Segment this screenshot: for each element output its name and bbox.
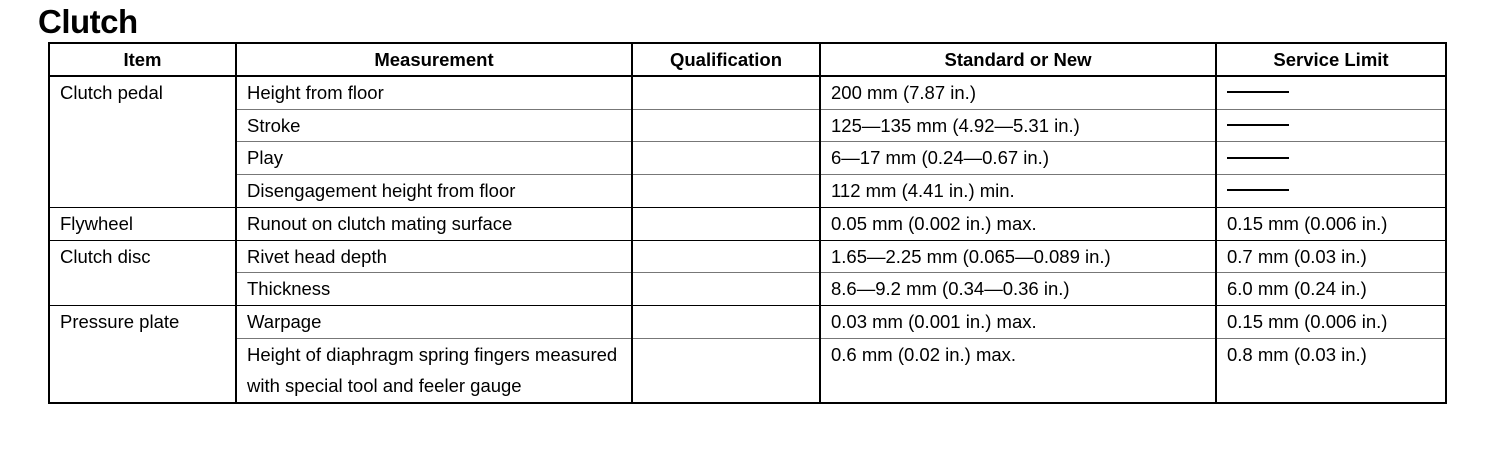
cell-measurement: Stroke [236,109,632,142]
cell-measurement: Disengagement height from floor [236,175,632,208]
cell-item: Clutch pedal [49,76,236,207]
cell-standard: 0.6 mm (0.02 in.) max. [820,338,1216,403]
cell-qualification [632,109,820,142]
not-applicable-dash [1227,124,1289,126]
table-row [49,305,1446,338]
header-item: Item [49,43,236,76]
table-row [49,240,1446,273]
header-service-limit: Service Limit [1216,43,1446,76]
page-title: Clutch [38,3,138,40]
cell-measurement: Height of diaphragm spring fingers measured with special tool and feeler gauge [236,338,632,403]
cell-service-limit [1216,76,1446,109]
cell-qualification [632,76,820,109]
table-row [49,273,1446,306]
cell-service-limit [1216,109,1446,142]
cell-item: Flywheel [49,207,236,240]
cell-measurement: Height from floor [236,76,632,109]
cell-service-limit: 0.7 mm (0.03 in.) [1216,240,1446,273]
cell-qualification [632,175,820,208]
cell-measurement: Warpage [236,305,632,338]
cell-qualification [632,273,820,306]
table-row [49,175,1446,208]
not-applicable-dash [1227,189,1289,191]
cell-measurement: Thickness [236,273,632,306]
cell-standard: 0.05 mm (0.002 in.) max. [820,207,1216,240]
cell-standard: 6—17 mm (0.24—0.67 in.) [820,142,1216,175]
cell-qualification [632,240,820,273]
cell-qualification [632,142,820,175]
cell-standard: 125—135 mm (4.92—5.31 in.) [820,109,1216,142]
cell-item: Clutch disc [49,240,236,305]
cell-standard: 8.6—9.2 mm (0.34—0.36 in.) [820,273,1216,306]
cell-standard: 200 mm (7.87 in.) [820,76,1216,109]
table-row [49,109,1446,142]
table-row [49,338,1446,403]
cell-qualification [632,305,820,338]
cell-standard: 0.03 mm (0.001 in.) max. [820,305,1216,338]
cell-qualification [632,338,820,403]
cell-standard: 112 mm (4.41 in.) min. [820,175,1216,208]
header-qualification: Qualification [632,43,820,76]
cell-measurement: Rivet head depth [236,240,632,273]
table-row [49,142,1446,175]
cell-service-limit: 0.15 mm (0.006 in.) [1216,305,1446,338]
cell-service-limit: 0.15 mm (0.006 in.) [1216,207,1446,240]
table-header-row [49,43,1446,76]
cell-measurement: Play [236,142,632,175]
cell-service-limit: 0.8 mm (0.03 in.) [1216,338,1446,403]
table-row [49,76,1446,109]
cell-measurement: Runout on clutch mating surface [236,207,632,240]
cell-service-limit [1216,142,1446,175]
cell-service-limit [1216,175,1446,208]
cell-item: Pressure plate [49,305,236,403]
cell-service-limit: 6.0 mm (0.24 in.) [1216,273,1446,306]
table-row [49,207,1446,240]
not-applicable-dash [1227,157,1289,159]
not-applicable-dash [1227,91,1289,93]
cell-standard: 1.65—2.25 mm (0.065—0.089 in.) [820,240,1216,273]
header-standard: Standard or New [820,43,1216,76]
header-measurement: Measurement [236,43,632,76]
cell-qualification [632,207,820,240]
clutch-spec-table [48,42,1447,404]
